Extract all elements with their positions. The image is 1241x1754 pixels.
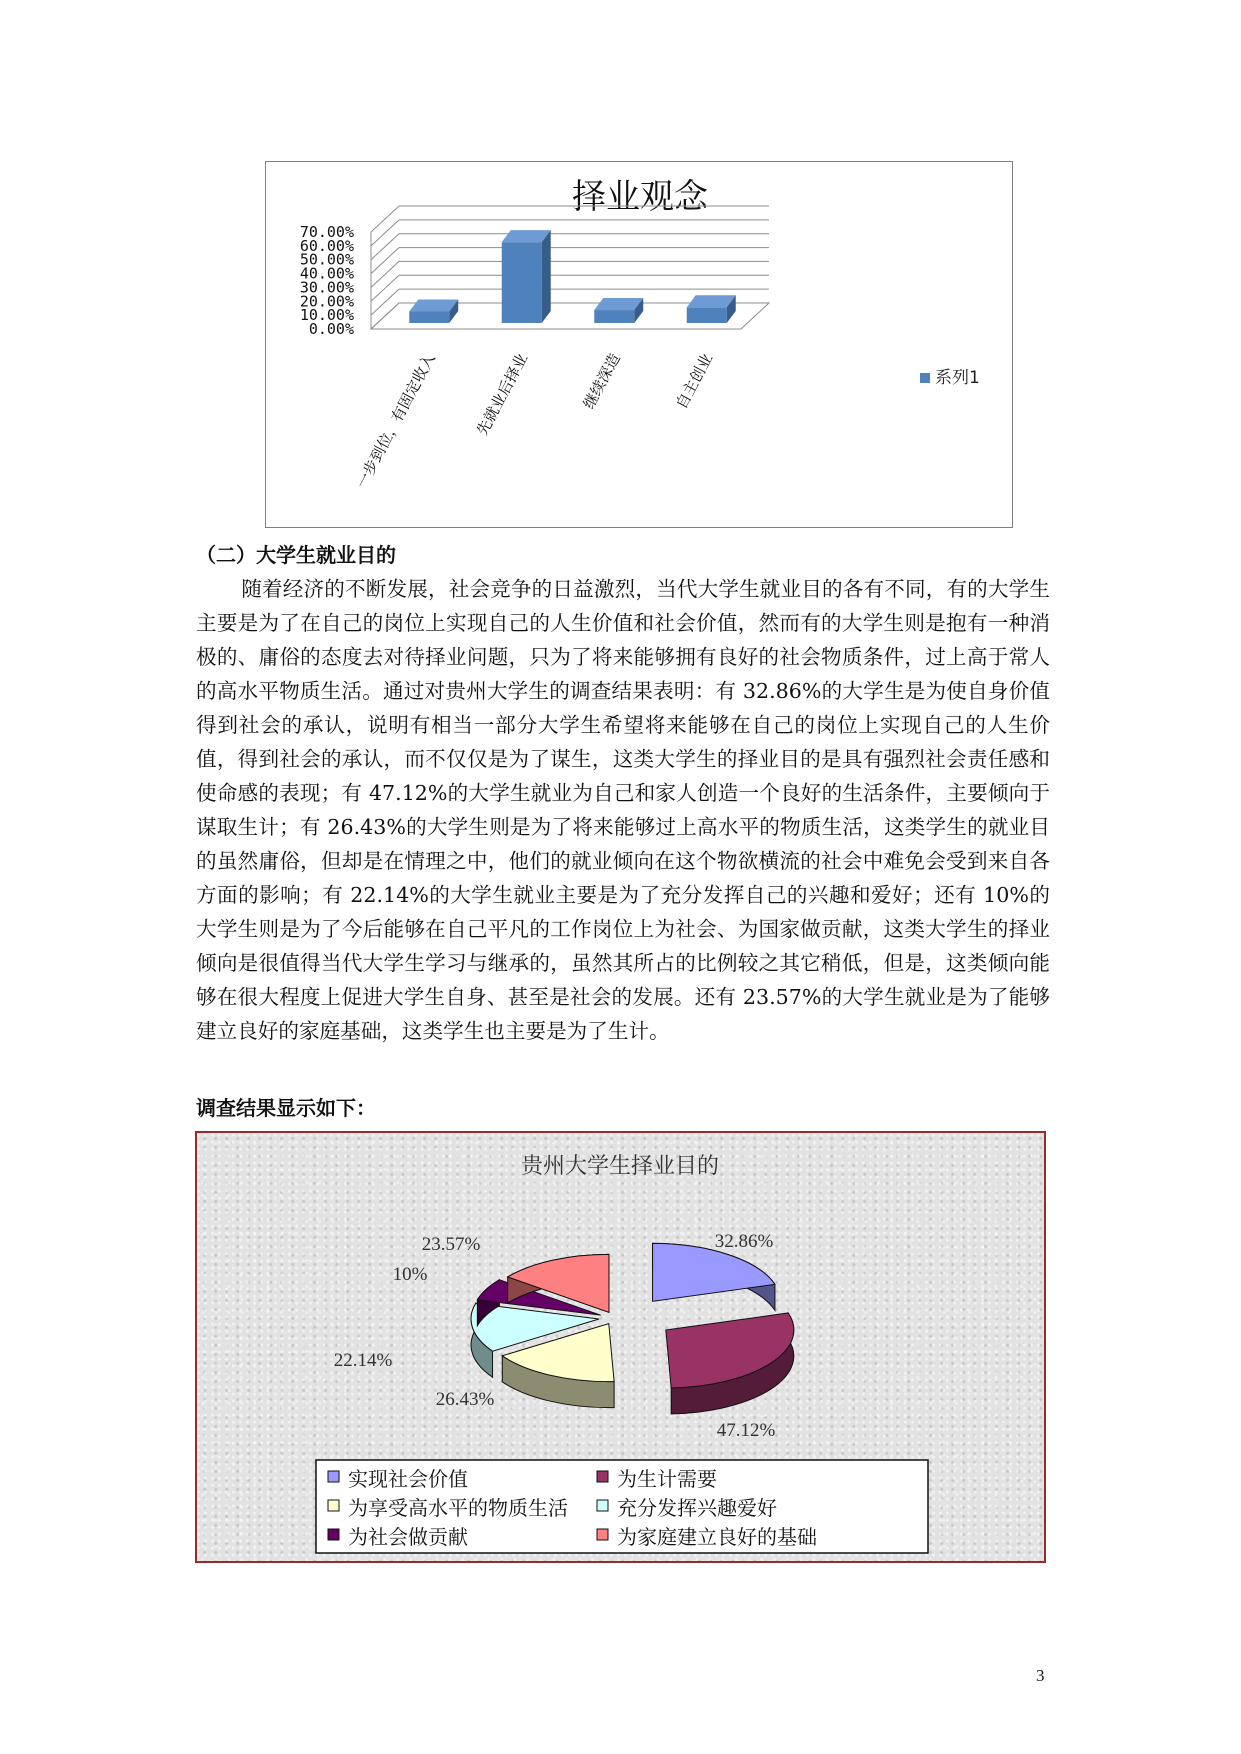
y-tick-label: 60.00% (299, 236, 354, 255)
x-category-label: 一步到位，有固定收入 (352, 350, 439, 492)
legend-label: 为家庭建立良好的基础 (617, 1525, 817, 1549)
pie-data-label: 23.57% (421, 1234, 481, 1255)
legend-swatch (328, 1500, 339, 1511)
legend-series-label: 系列1 (935, 368, 980, 388)
pie-chart-svg (197, 1133, 1044, 1561)
body-paragraph: 随着经济的不断发展，社会竞争的日益激烈，当代大学生就业目的各有不同，有的大学生主要是为了在自己的岗位上实现自己的人生价值和社会价值，然而有的大学生则是抱有一种消极的、庸俗的态度去对待择业问题，只为了将来能够拥有良好的社会物质条件，过上高于常人的高水平物质生活。通过对贵州大学生的调查结果表明：有 32.86%的大学生是为使自身价值得到社会的承认，说明有相当一部分大学生希望将来能够在自己的岗位上实现自己的人生价值，得到社会的承认，而不仅仅是为了谋生，这类大学生的择业目的是具有强烈社会责任感和使命感的表现；有 47.12%的大学生就业为自己和家人创造一个良好的生活条件，主要倾向于谋取生计；有 26.43%的大学生则是为了将来能够过上高水平的物质生活，这类学生的就业目的虽然庸俗，但却是在情理之中，他们的就业倾向在这个物欲横流的社会中难免会受到来自各方面的影响；有 22.14%的大学生就业主要是为了充分发挥自己的兴趣和爱好；还有 10%的大学生则是为了今后能够在自己平凡的工作岗位上为社会、为国家做贡献，这类大学生的择业倾向是很值得当代大学生学习与继承的，虽然其所占的比例较之其它稍低，但是，这类倾向能够在很大程度上促进大学生自身、甚至是社会的发展。还有 23.57%的大学生就业是为了能够建立良好的家庭基础，这类学生也主要是为了生计。 (196, 577, 1050, 1043)
x-axis-category-labels (352, 350, 716, 491)
employment-purpose-pie-chart (195, 1131, 1046, 1563)
y-tick-label: 20.00% (299, 292, 354, 311)
legend-swatch (920, 373, 930, 383)
legend-label: 充分发挥兴趣爱好 (617, 1496, 777, 1520)
legend-swatch (328, 1471, 339, 1482)
legend-swatch (597, 1471, 608, 1482)
chart-bars (409, 230, 736, 323)
bar-chart-svg (266, 162, 1014, 529)
bar-front (502, 242, 542, 323)
pie-data-label: 32.86% (714, 1231, 774, 1252)
chart-legend (920, 368, 980, 388)
y-axis-tick-labels (300, 223, 354, 338)
pie-data-label: 10% (392, 1264, 428, 1285)
y-tick-label: 70.00% (299, 223, 354, 241)
gridline-side (371, 289, 399, 315)
pie-data-label: 22.14% (333, 1350, 393, 1371)
results-heading: 调查结果显示如下： (196, 1096, 376, 1120)
y-tick-label: 0.00% (308, 320, 354, 338)
pie-data-label: 26.43% (435, 1389, 495, 1410)
chart-title: 贵州大学生择业目的 (520, 1154, 720, 1179)
y-tick-label: 50.00% (299, 250, 354, 269)
gridline-side (371, 248, 399, 274)
career-view-bar-chart (265, 161, 1013, 528)
gridline-side (371, 234, 399, 260)
legend-swatch (597, 1529, 608, 1540)
bar-side (542, 230, 551, 323)
legend-label: 为生计需要 (617, 1467, 717, 1491)
pie-legend (316, 1460, 928, 1553)
pie-data-label: 47.12% (716, 1420, 776, 1441)
bar-front (409, 311, 449, 323)
page-number: 3 (1036, 1666, 1045, 1685)
x-category-label: 继续深造 (579, 350, 624, 412)
legend-swatch (328, 1529, 339, 1540)
gridline-side (371, 206, 399, 232)
y-tick-label: 10.00% (299, 306, 354, 325)
legend-swatch (597, 1500, 608, 1511)
x-category-label: 自主创业 (672, 350, 717, 412)
bar-front (687, 307, 727, 323)
gridline-side (371, 220, 399, 246)
chart-title: 择业观念 (572, 177, 708, 217)
y-tick-label: 40.00% (299, 264, 354, 283)
y-tick-label: 30.00% (299, 278, 354, 297)
legend-label: 为享受高水平的物质生活 (348, 1496, 568, 1520)
legend-label: 为社会做贡献 (348, 1525, 468, 1549)
x-category-label: 先就业后择业 (473, 350, 532, 439)
gridline-side (371, 261, 399, 287)
section-heading: （二）大学生就业目的 (196, 543, 396, 567)
legend-label: 实现社会价值 (348, 1467, 468, 1491)
pie-slices (471, 1243, 794, 1414)
gridline-side (371, 275, 399, 301)
bar-front (594, 310, 634, 323)
